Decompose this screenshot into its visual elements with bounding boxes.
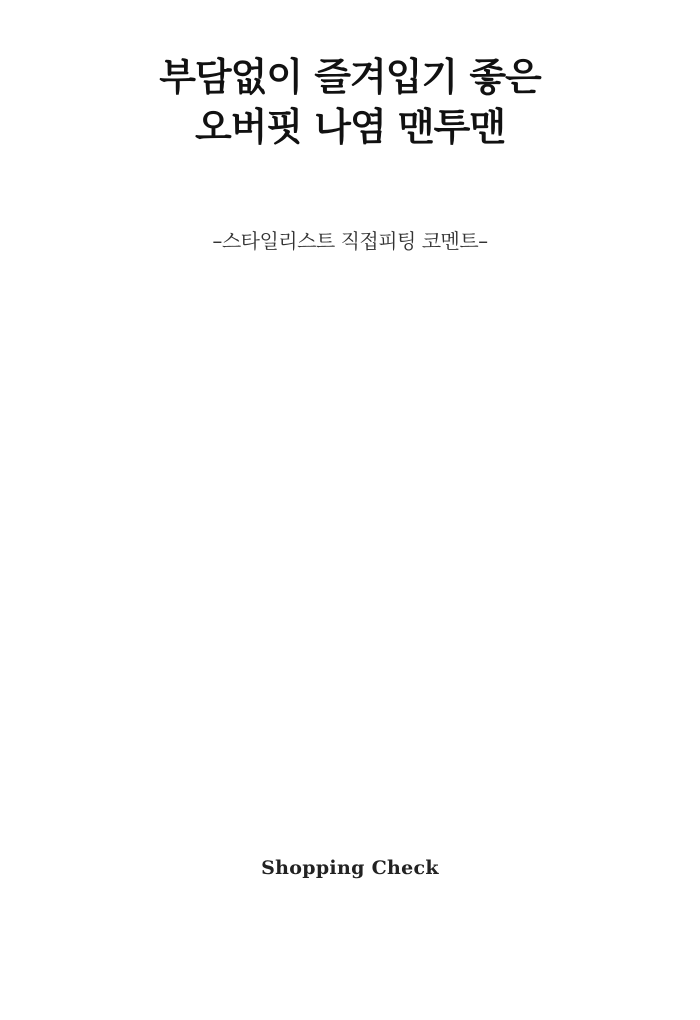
product-title-line-2: 오버핏 나염 맨투맨 bbox=[194, 105, 506, 149]
stylist-comment-body bbox=[0, 286, 700, 784]
shopping-check-title: Shopping Check bbox=[261, 857, 439, 879]
comment-line bbox=[0, 286, 700, 328]
comment-line bbox=[0, 369, 700, 411]
comment-line bbox=[0, 535, 700, 577]
shopping-check-line bbox=[0, 888, 700, 915]
shopping-check-notice bbox=[0, 888, 700, 969]
stylist-comment-heading: –스타일리스트 직접피팅 코멘트– bbox=[212, 229, 488, 253]
comment-line bbox=[0, 618, 700, 660]
shopping-check-line bbox=[0, 915, 700, 942]
product-title-line-1: 부담없이 즐겨입기 좋은 bbox=[159, 55, 541, 99]
comment-line bbox=[0, 660, 700, 702]
product-title bbox=[0, 52, 700, 152]
shopping-check-line bbox=[0, 942, 700, 969]
comment-line bbox=[0, 328, 700, 370]
comment-line bbox=[0, 411, 700, 453]
comment-line bbox=[0, 494, 700, 536]
comment-line bbox=[0, 743, 700, 785]
comment-line bbox=[0, 701, 700, 743]
comment-line bbox=[0, 577, 700, 619]
comment-line bbox=[0, 452, 700, 494]
